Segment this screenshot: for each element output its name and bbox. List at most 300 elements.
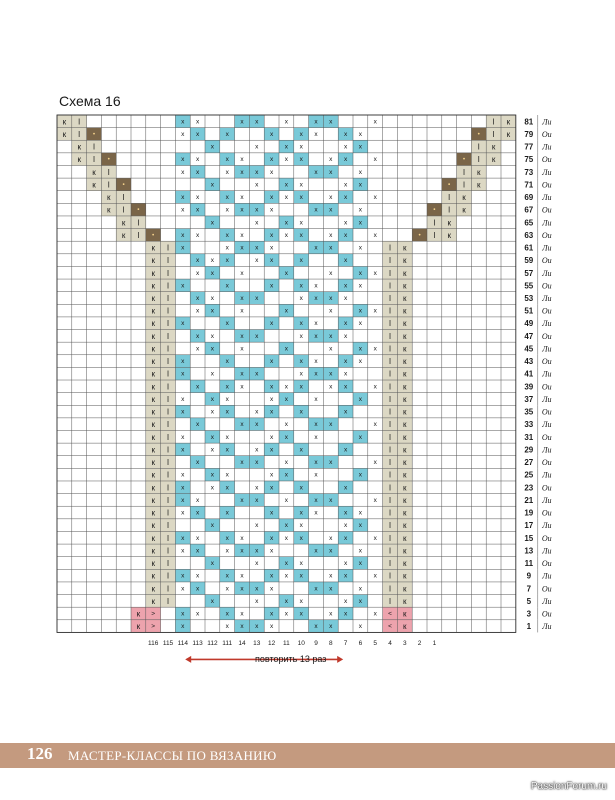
stitch-symbol: x <box>269 156 274 164</box>
stitch-symbol: x <box>284 522 289 530</box>
stitch-symbol: x <box>314 206 318 214</box>
stitch-symbol: • <box>462 156 466 164</box>
repeat-label: повторить 13 раз <box>255 654 327 664</box>
stitch-symbol: x <box>373 307 377 315</box>
row-number: 69 <box>524 193 534 203</box>
stitch-symbol: x <box>225 623 229 631</box>
stitch-symbol: l <box>389 508 391 518</box>
stitch-symbol: x <box>269 471 274 479</box>
row-side: Ли <box>542 268 552 278</box>
stitch-symbol: x <box>358 168 363 176</box>
stitch-symbol: x <box>255 522 259 530</box>
row-side: Ои <box>541 458 552 468</box>
stitch-symbol: x <box>329 294 333 302</box>
stitch-symbol: l <box>167 445 169 455</box>
row-side: Ои <box>541 281 552 291</box>
stitch-symbol: x <box>299 294 303 302</box>
stitch-symbol: l <box>389 293 391 303</box>
stitch-symbol: x <box>329 244 333 252</box>
row-number: 39 <box>524 382 534 392</box>
stitch-symbol: x <box>373 383 377 391</box>
stitch-symbol: l <box>389 268 391 278</box>
stitch-symbol: x <box>255 408 259 416</box>
stitch-symbol: x <box>284 471 289 479</box>
stitch-symbol: x <box>284 269 289 277</box>
stitch-symbol: x <box>358 244 363 252</box>
stitch-symbol: x <box>269 206 274 214</box>
stitch-symbol: x <box>329 383 333 391</box>
row-side: Ли <box>542 369 552 379</box>
column-label: 5 <box>373 639 378 647</box>
stitch-symbol: l <box>389 243 391 253</box>
stitch-symbol: к <box>403 584 407 594</box>
stitch-symbol: x <box>358 509 363 517</box>
stitch-symbol: x <box>299 572 303 580</box>
stitch-symbol: l <box>389 306 391 316</box>
stitch-symbol: x <box>225 206 229 214</box>
stitch-symbol: x <box>299 383 303 391</box>
stitch-symbol: l <box>167 281 169 291</box>
stitch-symbol: x <box>284 534 289 542</box>
stitch-symbol: x <box>181 408 185 416</box>
stitch-symbol: x <box>195 294 200 302</box>
stitch-symbol: x <box>181 623 185 631</box>
stitch-symbol: x <box>299 181 303 189</box>
row-side: Ли <box>542 344 552 354</box>
stitch-symbol: x <box>195 307 200 315</box>
stitch-symbol: к <box>62 129 67 139</box>
stitch-symbol: x <box>240 370 244 378</box>
stitch-symbol: x <box>240 118 244 126</box>
row-side: Ли <box>542 394 552 404</box>
stitch-symbol: x <box>358 206 363 214</box>
row-side: Ои <box>541 559 552 569</box>
stitch-symbol: x <box>255 206 259 214</box>
stitch-symbol: к <box>403 243 407 253</box>
stitch-symbol: • <box>122 181 125 189</box>
stitch-symbol: l <box>389 495 391 505</box>
stitch-symbol: к <box>403 281 407 291</box>
stitch-symbol: l <box>122 205 125 215</box>
stitch-symbol: x <box>255 560 259 568</box>
stitch-symbol: x <box>314 421 318 429</box>
stitch-symbol: x <box>240 585 244 593</box>
stitch-symbol: x <box>343 358 348 366</box>
stitch-symbol: x <box>284 181 289 189</box>
stitch-symbol: к <box>403 256 407 266</box>
stitch-symbol: x <box>358 597 363 605</box>
stitch-symbol: x <box>314 168 318 176</box>
stitch-symbol: x <box>314 130 318 138</box>
row-side: Ли <box>542 243 552 253</box>
column-label: 10 <box>297 639 305 647</box>
stitch-symbol: x <box>284 118 289 126</box>
stitch-symbol: x <box>255 547 259 555</box>
stitch-symbol: • <box>418 231 421 239</box>
stitch-symbol: x <box>195 257 200 265</box>
stitch-symbol: к <box>107 193 111 203</box>
stitch-symbol: x <box>343 610 348 618</box>
stitch-symbol: x <box>329 610 333 618</box>
stitch-symbol: к <box>62 117 67 127</box>
stitch-symbol: x <box>181 395 185 403</box>
stitch-symbol: x <box>240 307 244 315</box>
stitch-symbol: l <box>389 584 391 594</box>
stitch-symbol: к <box>151 306 155 316</box>
row-number: 57 <box>524 268 534 278</box>
row-side: Ли <box>542 193 552 203</box>
stitch-symbol: l <box>167 369 169 379</box>
row-number: 1 <box>526 622 532 632</box>
stitch-symbol: x <box>210 294 215 302</box>
stitch-symbol: x <box>195 383 200 391</box>
stitch-symbol: l <box>389 571 391 581</box>
stitch-symbol: x <box>358 560 363 568</box>
stitch-symbol: x <box>195 534 200 542</box>
stitch-symbol: x <box>195 496 200 504</box>
stitch-symbol: x <box>284 560 289 568</box>
stitch-symbol: x <box>343 231 348 239</box>
stitch-symbol: x <box>329 168 333 176</box>
stitch-symbol: x <box>358 522 363 530</box>
stitch-symbol: к <box>151 344 155 354</box>
stitch-symbol: к <box>151 407 155 417</box>
stitch-symbol: x <box>314 496 318 504</box>
row-number: 81 <box>524 117 534 127</box>
stitch-symbol: x <box>195 118 200 126</box>
stitch-symbol: к <box>92 180 96 190</box>
stitch-symbol: x <box>373 231 377 239</box>
stitch-symbol: x <box>181 610 185 618</box>
stitch-symbol: x <box>329 421 333 429</box>
stitch-symbol: к <box>403 369 407 379</box>
row-side: Ли <box>542 218 552 228</box>
stitch-symbol: x <box>358 307 363 315</box>
row-side: Ли <box>542 293 552 303</box>
stitch-symbol: x <box>195 130 200 138</box>
stitch-symbol: x <box>343 282 348 290</box>
stitch-symbol: к <box>151 256 155 266</box>
stitch-symbol: l <box>167 596 169 606</box>
stitch-symbol: x <box>299 219 303 227</box>
stitch-symbol: l <box>167 344 169 354</box>
stitch-symbol: x <box>373 534 377 542</box>
column-label: 115 <box>162 639 174 647</box>
stitch-symbol: x <box>314 433 318 441</box>
stitch-symbol: x <box>329 572 333 580</box>
stitch-symbol: x <box>181 547 185 555</box>
stitch-symbol: l <box>167 331 169 341</box>
stitch-symbol: x <box>269 282 274 290</box>
stitch-symbol: x <box>299 320 303 328</box>
stitch-symbol: x <box>343 370 348 378</box>
stitch-symbol: к <box>447 230 451 240</box>
stitch-symbol: x <box>343 572 348 580</box>
stitch-symbol: x <box>255 168 259 176</box>
stitch-symbol: к <box>403 319 407 329</box>
stitch-symbol: x <box>314 509 318 517</box>
row-side: Ли <box>542 596 552 606</box>
stitch-symbol: l <box>389 521 391 531</box>
row-number: 45 <box>524 344 534 354</box>
stitch-symbol: x <box>343 509 348 517</box>
stitch-symbol: x <box>225 433 229 441</box>
row-side: Ои <box>541 407 552 417</box>
stitch-symbol: x <box>210 181 215 189</box>
stitch-symbol: l <box>389 319 391 329</box>
row-side: Ои <box>541 609 552 619</box>
stitch-symbol: x <box>195 231 200 239</box>
stitch-symbol: x <box>210 560 215 568</box>
row-side: Ои <box>541 483 552 493</box>
stitch-symbol: • <box>152 231 155 239</box>
stitch-symbol: x <box>269 610 274 618</box>
row-number: 35 <box>524 407 534 417</box>
stitch-symbol: к <box>121 218 126 228</box>
row-number: 13 <box>524 546 534 556</box>
stitch-symbol: x <box>225 585 229 593</box>
stitch-symbol: l <box>389 596 391 606</box>
stitch-symbol: к <box>151 495 155 505</box>
stitch-symbol: x <box>314 547 318 555</box>
stitch-symbol: x <box>373 156 377 164</box>
stitch-symbol: x <box>284 459 289 467</box>
stitch-symbol: x <box>343 130 348 138</box>
stitch-symbol: x <box>195 610 200 618</box>
stitch-symbol: x <box>284 194 289 202</box>
row-side: Ли <box>542 319 552 329</box>
stitch-symbol: к <box>151 470 155 480</box>
stitch-symbol: x <box>373 118 377 126</box>
stitch-symbol: l <box>389 382 391 392</box>
stitch-symbol: x <box>284 383 289 391</box>
stitch-symbol: x <box>299 358 303 366</box>
stitch-symbol: x <box>225 408 229 416</box>
stitch-symbol: x <box>269 231 274 239</box>
page-number: 126 <box>27 744 53 763</box>
stitch-symbol: l <box>167 382 169 392</box>
stitch-symbol: l <box>167 470 169 480</box>
stitch-symbol: • <box>433 206 436 214</box>
stitch-symbol: x <box>240 421 244 429</box>
stitch-symbol: l <box>107 167 110 177</box>
row-number: 19 <box>524 508 534 518</box>
column-label: 6 <box>358 639 363 647</box>
stitch-symbol: x <box>240 206 244 214</box>
column-label: 3 <box>402 639 407 647</box>
stitch-symbol: x <box>210 370 215 378</box>
row-side: Ли <box>542 495 552 505</box>
stitch-symbol: x <box>240 610 244 618</box>
stitch-symbol: к <box>151 382 155 392</box>
stitch-symbol: x <box>329 370 333 378</box>
stitch-symbol: x <box>284 433 289 441</box>
stitch-symbol: x <box>343 522 348 530</box>
stitch-symbol: x <box>314 585 318 593</box>
stitch-symbol: x <box>373 421 377 429</box>
stitch-symbol: x <box>195 194 200 202</box>
stitch-symbol: l <box>167 584 169 594</box>
stitch-symbol: x <box>269 446 274 454</box>
stitch-symbol: к <box>403 508 407 518</box>
stitch-symbol: x <box>358 320 363 328</box>
stitch-symbol: к <box>151 369 155 379</box>
stitch-symbol: к <box>403 495 407 505</box>
stitch-symbol: x <box>210 484 215 492</box>
column-label: 1 <box>432 639 437 647</box>
stitch-symbol: к <box>403 559 407 569</box>
stitch-symbol: к <box>403 382 407 392</box>
repeat-arrow-head-right <box>337 656 343 663</box>
stitch-symbol: к <box>151 521 155 531</box>
row-number: 5 <box>526 596 532 606</box>
section-title: МАСТЕР-КЛАССЫ ПО ВЯЗАНИЮ <box>68 748 277 763</box>
row-side: Ли <box>542 470 552 480</box>
stitch-symbol: x <box>255 459 259 467</box>
stitch-symbol: x <box>343 194 348 202</box>
stitch-symbol: x <box>240 496 244 504</box>
stitch-symbol: x <box>225 358 229 366</box>
stitch-symbol: x <box>225 395 229 403</box>
row-side: Ли <box>542 546 552 556</box>
stitch-symbol: l <box>389 256 391 266</box>
stitch-symbol: к <box>151 281 155 291</box>
stitch-symbol: x <box>225 194 229 202</box>
row-number: 9 <box>526 571 532 581</box>
stitch-symbol: к <box>151 420 155 430</box>
stitch-symbol: к <box>403 293 407 303</box>
stitch-symbol: x <box>181 496 185 504</box>
stitch-symbol: x <box>358 269 363 277</box>
stitch-symbol: x <box>240 459 244 467</box>
stitch-symbol: x <box>314 623 318 631</box>
stitch-symbol: x <box>269 244 274 252</box>
stitch-symbol: x <box>329 496 333 504</box>
stitch-symbol: l <box>389 559 391 569</box>
stitch-symbol: x <box>299 560 303 568</box>
stitch-symbol: x <box>269 358 274 366</box>
stitch-symbol: к <box>506 129 511 139</box>
stitch-symbol: к <box>151 508 155 518</box>
row-number: 53 <box>524 293 534 303</box>
stitch-symbol: к <box>151 533 155 543</box>
stitch-symbol: к <box>136 609 141 619</box>
stitch-symbol: x <box>225 572 229 580</box>
stitch-symbol: • <box>92 130 96 138</box>
stitch-symbol: к <box>403 432 407 442</box>
stitch-symbol: x <box>373 345 377 353</box>
stitch-symbol: l <box>389 470 391 480</box>
row-number: 23 <box>524 483 534 493</box>
stitch-symbol: x <box>358 395 363 403</box>
stitch-symbol: x <box>343 484 348 492</box>
row-number: 33 <box>524 420 534 430</box>
stitch-symbol: x <box>181 206 185 214</box>
stitch-symbol: к <box>403 268 407 278</box>
stitch-symbol: x <box>181 194 185 202</box>
stitch-symbol: x <box>255 496 259 504</box>
stitch-symbol: x <box>269 168 274 176</box>
stitch-symbol: к <box>151 268 155 278</box>
stitch-symbol: x <box>299 484 303 492</box>
stitch-symbol: к <box>506 117 511 127</box>
stitch-symbol: l <box>137 218 140 228</box>
stitch-symbol: l <box>448 205 451 215</box>
stitch-symbol: к <box>403 394 407 404</box>
row-number: 79 <box>524 129 534 139</box>
stitch-symbol: x <box>343 560 348 568</box>
stitch-symbol: x <box>210 433 215 441</box>
stitch-symbol: > <box>151 623 156 631</box>
stitch-symbol: x <box>195 585 200 593</box>
stitch-symbol: x <box>225 383 229 391</box>
stitch-symbol: x <box>269 257 274 265</box>
stitch-symbol: к <box>403 445 407 455</box>
stitch-symbol: x <box>284 307 289 315</box>
stitch-symbol: к <box>403 458 407 468</box>
stitch-symbol: x <box>314 320 318 328</box>
stitch-symbol: x <box>269 383 274 391</box>
row-number: 77 <box>524 142 534 152</box>
stitch-symbol: l <box>167 256 169 266</box>
stitch-symbol: x <box>299 130 303 138</box>
stitch-symbol: x <box>284 231 289 239</box>
row-number: 59 <box>524 256 534 266</box>
stitch-symbol: x <box>299 610 303 618</box>
stitch-symbol: x <box>329 547 333 555</box>
row-number: 25 <box>524 470 534 480</box>
row-number: 49 <box>524 319 534 329</box>
stitch-symbol: x <box>299 522 303 530</box>
stitch-symbol: x <box>181 320 185 328</box>
stitch-symbol: x <box>255 623 259 631</box>
stitch-symbol: x <box>343 143 348 151</box>
stitch-symbol: l <box>389 445 391 455</box>
stitch-symbol: x <box>343 294 348 302</box>
stitch-symbol: к <box>151 458 155 468</box>
stitch-symbol: x <box>255 332 259 340</box>
stitch-symbol: x <box>225 446 229 454</box>
stitch-symbol: l <box>167 508 169 518</box>
column-label: 8 <box>328 639 333 647</box>
stitch-symbol: к <box>447 218 451 228</box>
row-number: 55 <box>524 281 534 291</box>
stitch-symbol: x <box>329 585 333 593</box>
stitch-symbol: x <box>255 294 259 302</box>
stitch-symbol: к <box>151 319 155 329</box>
stitch-symbol: x <box>373 459 377 467</box>
stitch-symbol: x <box>181 244 185 252</box>
stitch-symbol: x <box>358 282 363 290</box>
row-number: 65 <box>524 218 534 228</box>
row-side: Ои <box>541 533 552 543</box>
stitch-symbol: x <box>343 383 348 391</box>
stitch-symbol: x <box>329 156 333 164</box>
stitch-symbol: x <box>181 572 185 580</box>
stitch-symbol: x <box>240 534 244 542</box>
row-number: 7 <box>526 584 532 594</box>
stitch-symbol: l <box>167 319 169 329</box>
row-number: 3 <box>526 609 532 619</box>
row-side: Ои <box>541 205 552 215</box>
stitch-symbol: l <box>389 344 391 354</box>
stitch-symbol: x <box>329 345 333 353</box>
stitch-symbol: x <box>195 572 200 580</box>
row-number: 37 <box>524 394 534 404</box>
stitch-symbol: x <box>314 471 318 479</box>
stitch-symbol: x <box>343 446 348 454</box>
column-label: 2 <box>417 639 422 647</box>
